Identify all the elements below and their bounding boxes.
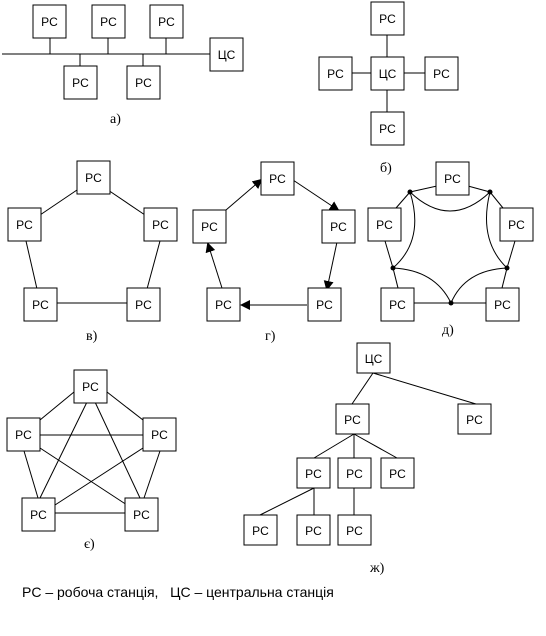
- workstation-node: [150, 5, 183, 38]
- workstation-node: [371, 112, 404, 145]
- workstation-node: [338, 458, 371, 488]
- central-station-node: [357, 343, 390, 373]
- svg-text:PC: PC: [494, 298, 511, 312]
- workstation-node: [261, 162, 294, 195]
- link: [144, 451, 160, 498]
- svg-text:PC: PC: [30, 508, 47, 522]
- svg-text:PC: PC: [151, 428, 168, 442]
- svg-text:PC: PC: [344, 413, 361, 427]
- svg-text:PC: PC: [85, 171, 102, 185]
- svg-text:PC: PC: [16, 218, 33, 232]
- link: [468, 186, 490, 192]
- workstation-node: [381, 458, 414, 488]
- workstation-node: [458, 404, 491, 434]
- workstation-node: [125, 498, 158, 531]
- link: [26, 241, 37, 289]
- workstation-node: [500, 208, 533, 241]
- workstation-node: [144, 208, 177, 241]
- directed-link: [293, 180, 338, 210]
- workstation-node: [244, 515, 277, 545]
- workstation-node: [436, 162, 469, 195]
- link: [40, 448, 127, 505]
- svg-text:PC: PC: [215, 298, 232, 312]
- star-topology: [319, 2, 458, 176]
- svg-text:PC: PC: [269, 172, 286, 186]
- link: [410, 186, 437, 192]
- workstation-node: [308, 288, 341, 321]
- svg-text:PC: PC: [379, 122, 396, 136]
- link: [385, 241, 393, 268]
- link: [373, 373, 476, 404]
- directed-ring-topology: [193, 162, 355, 344]
- workstation-node: [92, 5, 125, 38]
- link: [40, 402, 87, 498]
- link: [108, 190, 145, 215]
- link: [147, 241, 160, 289]
- workstation-node: [24, 288, 57, 321]
- svg-text:PC: PC: [15, 428, 32, 442]
- svg-text:PC: PC: [41, 15, 58, 29]
- junction-dot: [391, 266, 396, 271]
- svg-text:PC: PC: [433, 67, 450, 81]
- workstation-node: [486, 288, 519, 321]
- svg-text:PC: PC: [376, 218, 393, 232]
- svg-text:PC: PC: [158, 15, 175, 29]
- svg-text:PC: PC: [346, 524, 363, 538]
- svg-text:PC: PC: [466, 413, 483, 427]
- workstation-node: [381, 288, 414, 321]
- directed-link: [327, 242, 337, 289]
- svg-text:ЦС: ЦС: [364, 352, 383, 366]
- ring-bypass-topology: [368, 162, 533, 338]
- link: [490, 192, 503, 208]
- ring-topology: [8, 161, 177, 344]
- caption-e: є): [84, 537, 95, 552]
- workstation-node: [193, 210, 226, 243]
- workstation-node: [8, 208, 41, 241]
- link: [95, 402, 140, 498]
- link: [40, 190, 77, 215]
- caption-g: г): [265, 329, 276, 344]
- link: [314, 434, 354, 458]
- link: [352, 373, 373, 404]
- link: [507, 241, 515, 268]
- caption-b: б): [380, 161, 392, 176]
- central-station-node: [371, 57, 404, 90]
- workstation-node: [33, 5, 66, 38]
- link: [40, 392, 74, 420]
- workstation-node: [368, 208, 401, 241]
- caption-a: а): [110, 112, 121, 127]
- svg-text:PC: PC: [389, 298, 406, 312]
- tree-topology: [244, 343, 491, 576]
- link: [396, 192, 410, 208]
- svg-text:PC: PC: [82, 380, 99, 394]
- svg-text:PC: PC: [316, 298, 333, 312]
- junction-dot: [449, 301, 454, 306]
- junction-dot: [488, 190, 493, 195]
- svg-text:PC: PC: [72, 76, 89, 90]
- junction-dot: [408, 190, 413, 195]
- link: [260, 488, 314, 515]
- svg-text:ЦС: ЦС: [217, 48, 236, 62]
- svg-text:PC: PC: [133, 508, 150, 522]
- caption-d: д): [442, 323, 454, 338]
- link: [502, 268, 507, 288]
- svg-text:PC: PC: [305, 467, 322, 481]
- workstation-node: [322, 210, 355, 243]
- workstation-node: [338, 515, 371, 545]
- workstation-node: [127, 288, 160, 321]
- central-station-node: [210, 38, 243, 71]
- svg-text:PC: PC: [508, 218, 525, 232]
- svg-text:PC: PC: [330, 220, 347, 234]
- caption-zh: ж): [370, 561, 385, 576]
- link: [354, 434, 397, 458]
- workstation-node: [207, 288, 240, 321]
- svg-text:ЦС: ЦС: [378, 67, 397, 81]
- link: [393, 268, 398, 288]
- workstation-node: [336, 404, 369, 434]
- junction-dot: [505, 266, 510, 271]
- mesh-topology: [7, 370, 176, 552]
- workstation-node: [371, 2, 404, 35]
- workstation-node: [143, 418, 176, 451]
- svg-text:PC: PC: [444, 172, 461, 186]
- workstation-node: [74, 370, 107, 403]
- directed-link: [208, 244, 222, 288]
- svg-text:PC: PC: [346, 467, 363, 481]
- workstation-node: [425, 57, 458, 90]
- legend-text: PC – робоча станція, ЦС – центральна станція: [22, 584, 334, 600]
- svg-text:PC: PC: [100, 15, 117, 29]
- workstation-node: [319, 57, 352, 90]
- workstation-node: [22, 498, 55, 531]
- workstation-node: [127, 66, 160, 99]
- svg-text:PC: PC: [379, 12, 396, 26]
- svg-text:PC: PC: [389, 467, 406, 481]
- svg-text:PC: PC: [135, 76, 152, 90]
- workstation-node: [77, 161, 110, 194]
- link: [107, 392, 143, 420]
- svg-text:PC: PC: [201, 220, 218, 234]
- workstation-node: [297, 458, 330, 488]
- bus-topology: [2, 5, 243, 127]
- svg-text:PC: PC: [32, 298, 49, 312]
- svg-text:PC: PC: [327, 67, 344, 81]
- directed-link: [226, 180, 261, 210]
- workstation-node: [64, 66, 97, 99]
- svg-text:PC: PC: [135, 298, 152, 312]
- workstation-node: [297, 515, 330, 545]
- svg-text:PC: PC: [252, 524, 269, 538]
- svg-text:PC: PC: [305, 524, 322, 538]
- caption-v: в): [86, 329, 98, 344]
- link: [24, 451, 38, 498]
- workstation-node: [7, 418, 40, 451]
- svg-text:PC: PC: [152, 218, 169, 232]
